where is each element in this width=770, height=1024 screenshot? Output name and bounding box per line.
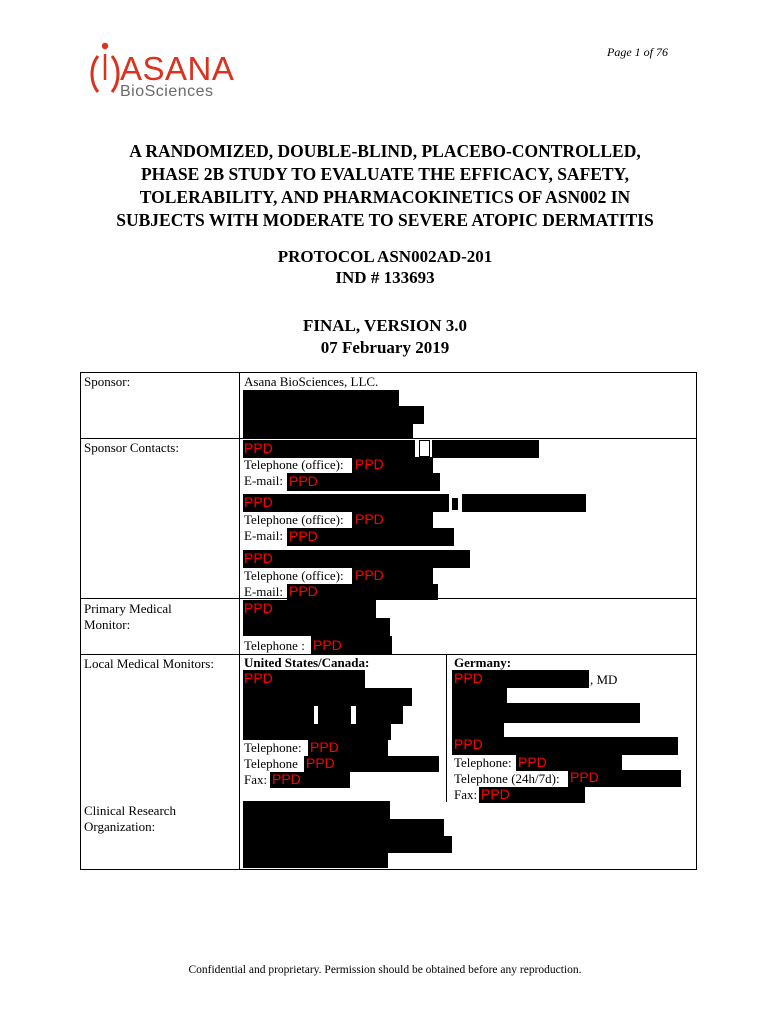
sponsor-label: Sponsor: bbox=[84, 374, 131, 389]
sponsor-value: Asana BioSciences, LLC. bbox=[244, 374, 379, 389]
sponsor-contacts-label: Sponsor Contacts: bbox=[84, 440, 179, 455]
redacted-marker: PPD bbox=[289, 528, 318, 544]
redacted-marker: PPD bbox=[310, 739, 339, 755]
redaction-bar bbox=[243, 688, 412, 706]
telephone-label: Telephone: bbox=[454, 755, 512, 770]
redacted-marker: PPD bbox=[289, 473, 318, 489]
checkbox-glyph bbox=[419, 440, 430, 457]
redaction-bar bbox=[462, 494, 586, 512]
ind-number: IND # 133693 bbox=[335, 268, 435, 287]
document-title bbox=[60, 140, 710, 232]
company-logo bbox=[88, 40, 258, 110]
redaction-bar bbox=[318, 706, 351, 724]
redaction-bar bbox=[452, 723, 504, 737]
telephone-office-label: Telephone (office): bbox=[244, 457, 344, 472]
title-line: TOLERABILITY, AND PHARMACOKINETICS OF ASN002 IN bbox=[139, 187, 631, 207]
redaction-bar bbox=[432, 440, 539, 458]
redacted-marker: PPD bbox=[244, 440, 273, 456]
local-monitors-label: Local Medical Monitors: bbox=[84, 656, 214, 671]
page-number: Page 1 of 76 bbox=[607, 45, 668, 59]
redaction-bar bbox=[243, 801, 390, 819]
redacted-marker: PPD bbox=[454, 670, 483, 686]
version-block bbox=[60, 315, 710, 359]
redaction-bar bbox=[243, 724, 391, 740]
redacted-marker: PPD bbox=[355, 456, 384, 472]
redacted-marker: PPD bbox=[244, 600, 273, 616]
version-label: FINAL, VERSION 3.0 bbox=[302, 316, 468, 335]
telephone-office-label: Telephone (office): bbox=[244, 568, 344, 583]
redacted-marker: PPD bbox=[244, 670, 273, 686]
redaction-bar bbox=[243, 706, 314, 724]
redaction-bar bbox=[243, 424, 413, 438]
germany-heading: Germany: bbox=[454, 655, 512, 670]
email-label: E-mail: bbox=[244, 528, 283, 543]
redacted-marker: PPD bbox=[481, 786, 510, 802]
redaction-bar bbox=[243, 406, 424, 424]
redaction-bar bbox=[452, 703, 640, 723]
redaction-bar bbox=[243, 836, 452, 853]
redaction-bar bbox=[452, 688, 507, 704]
redacted-marker: PPD bbox=[518, 754, 547, 770]
telephone-24h-label: Telephone (24h/7d): bbox=[454, 771, 560, 786]
redaction-bar bbox=[356, 706, 403, 724]
protocol-block bbox=[60, 246, 710, 288]
redaction-bar bbox=[243, 494, 449, 512]
cro-label-cont: Organization: bbox=[84, 819, 156, 834]
table-subcolumn-divider bbox=[446, 654, 447, 802]
redacted-marker: PPD bbox=[272, 771, 301, 787]
telephone-label: Telephone : bbox=[244, 638, 305, 653]
confidentiality-footer: Confidential and proprietary. Permission should be obtained before any reproduction. bbox=[188, 964, 582, 976]
version-date: 07 February 2019 bbox=[320, 338, 450, 357]
us-canada-heading: United States/Canada: bbox=[244, 655, 370, 670]
email-label: E-mail: bbox=[244, 584, 283, 599]
logo-subtitle: BioSciences bbox=[120, 83, 214, 100]
redacted-marker: PPD bbox=[570, 769, 599, 785]
redacted-marker: PPD bbox=[355, 567, 384, 583]
redacted-marker: PPD bbox=[244, 494, 273, 510]
redaction-bar bbox=[243, 390, 399, 406]
cro-label: Clinical Research bbox=[84, 803, 177, 818]
redacted-marker: PPD bbox=[289, 583, 318, 599]
title-line: PHASE 2B STUDY TO EVALUATE THE EFFICACY, SAFETY, bbox=[140, 164, 630, 184]
logo-mark-icon bbox=[88, 40, 122, 110]
redacted-marker: PPD bbox=[355, 511, 384, 527]
logo-wordmark: ASANA bbox=[120, 50, 235, 87]
redaction-bar bbox=[243, 819, 444, 836]
primary-monitor-label-cont: Monitor: bbox=[84, 617, 131, 632]
email-label: E-mail: bbox=[244, 473, 283, 488]
redaction-bar bbox=[452, 737, 678, 755]
primary-monitor-label: Primary Medical bbox=[84, 601, 172, 616]
redaction-bar bbox=[452, 498, 458, 510]
redacted-marker: PPD bbox=[306, 755, 335, 771]
redacted-marker: PPD bbox=[313, 637, 342, 653]
redaction-bar bbox=[243, 853, 388, 868]
md-suffix: , MD bbox=[590, 672, 618, 687]
redacted-marker: PPD bbox=[454, 736, 483, 752]
table-row-divider bbox=[80, 438, 697, 439]
telephone-label: Telephone bbox=[244, 756, 298, 771]
title-line: A RANDOMIZED, DOUBLE-BLIND, PLACEBO-CONTROLLED, bbox=[129, 141, 641, 161]
title-line: SUBJECTS WITH MODERATE TO SEVERE ATOPIC DERMATITIS bbox=[116, 210, 654, 230]
table-row-divider bbox=[80, 654, 697, 655]
fax-label: Fax: bbox=[454, 787, 478, 802]
telephone-office-label: Telephone (office): bbox=[244, 512, 344, 527]
redaction-bar bbox=[243, 550, 470, 568]
fax-label: Fax: bbox=[244, 772, 268, 787]
redaction-bar bbox=[243, 618, 390, 636]
protocol-number: PROTOCOL ASN002AD-201 bbox=[277, 247, 493, 266]
redacted-marker: PPD bbox=[244, 550, 273, 566]
table-column-divider bbox=[239, 372, 240, 870]
telephone-label: Telephone: bbox=[244, 740, 302, 755]
